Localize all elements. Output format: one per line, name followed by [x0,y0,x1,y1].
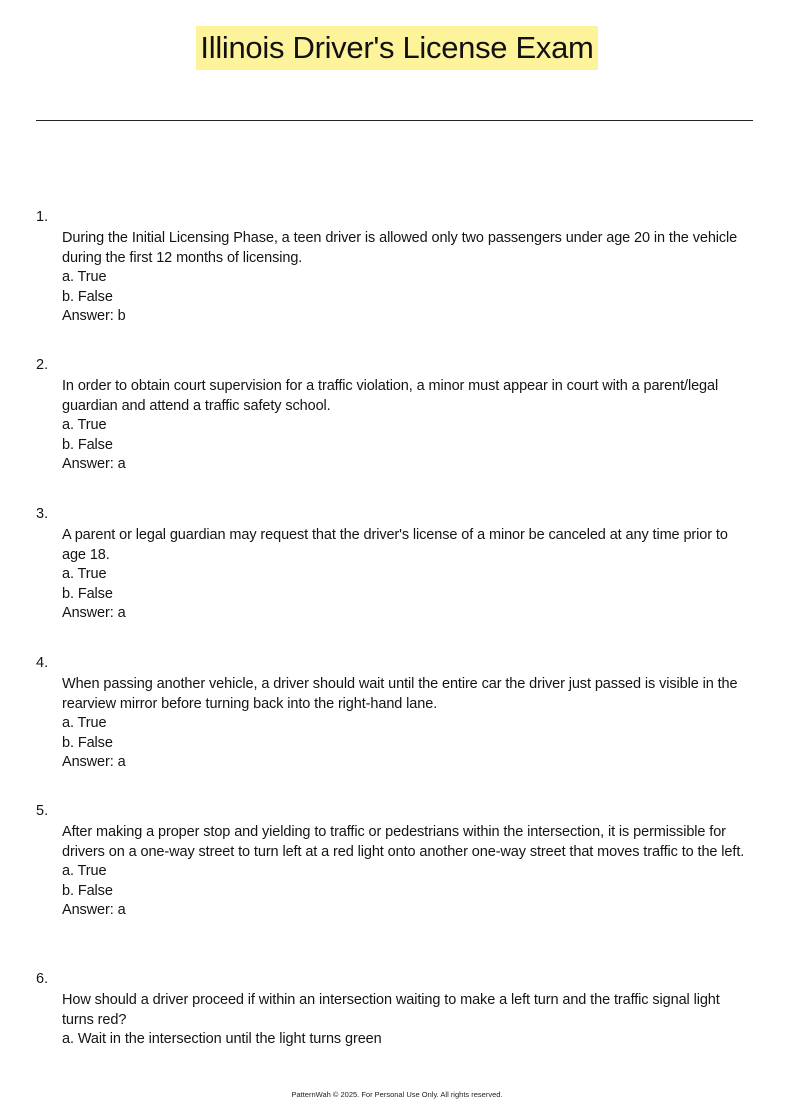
question-body [62,229,752,327]
question-number: 4. [36,655,49,671]
question-number: 3. [36,506,49,522]
question-body [62,991,752,1050]
answer-line: Answer: b [62,308,126,324]
question-body [62,823,752,921]
option-b: b. False [62,436,113,453]
option-a: a. True [62,863,107,879]
option-a: a. Wait in the intersection until the light turns green [62,1031,382,1047]
title-wrapper [0,26,794,70]
question-body [62,675,752,773]
question-body [62,377,752,475]
question-body [62,526,752,624]
answer-line: Answer: a [62,605,126,621]
copyright-footer: PatternWah © 2025. For Personal Use Only. All rights reserved. [291,1090,503,1099]
option-a: a. True [62,566,107,582]
answer-line: Answer: a [62,456,126,472]
question-text: When passing another vehicle, a driver should wait until the entire car the driver just passed is visible in the rearview mirror before turning back into the right-hand lane. [62,676,738,712]
option-a: a. True [62,417,107,433]
option-b: b. False [62,288,113,305]
question-text: How should a driver proceed if within an intersection waiting to make a left turn and the traffic signal light turns red? [62,992,720,1028]
question-number: 5. [36,803,49,819]
answer-line: Answer: a [62,754,126,770]
question-text: A parent or legal guardian may request that the driver's license of a minor be canceled at any time prior to age 18. [62,527,728,563]
question-text: In order to obtain court supervision for a traffic violation, a minor must appear in court with a parent/legal guardian and attend a traffic safety school. [62,378,719,414]
title-divider [36,120,753,121]
option-a: a. True [62,715,107,731]
answer-line: Answer: a [62,902,126,918]
question-number: 1. [36,209,49,225]
option-b: b. False [62,734,113,751]
option-a: a. True [62,269,107,285]
question-number: 6. [36,971,49,987]
question-number: 2. [36,357,49,373]
option-b: b. False [62,585,113,602]
question-text: During the Initial Licensing Phase, a teen driver is allowed only two passengers under age 20 in the vehicle during the first 12 months of licensing. [62,230,738,266]
question-text: After making a proper stop and yielding to traffic or pedestrians within the intersection, it is permissible for drivers on a one-way street to turn left at a red light onto another one-way street that moves traffic to the left. [62,824,745,860]
option-b: b. False [62,882,113,899]
page-title: Illinois Driver's License Exam [196,26,597,70]
